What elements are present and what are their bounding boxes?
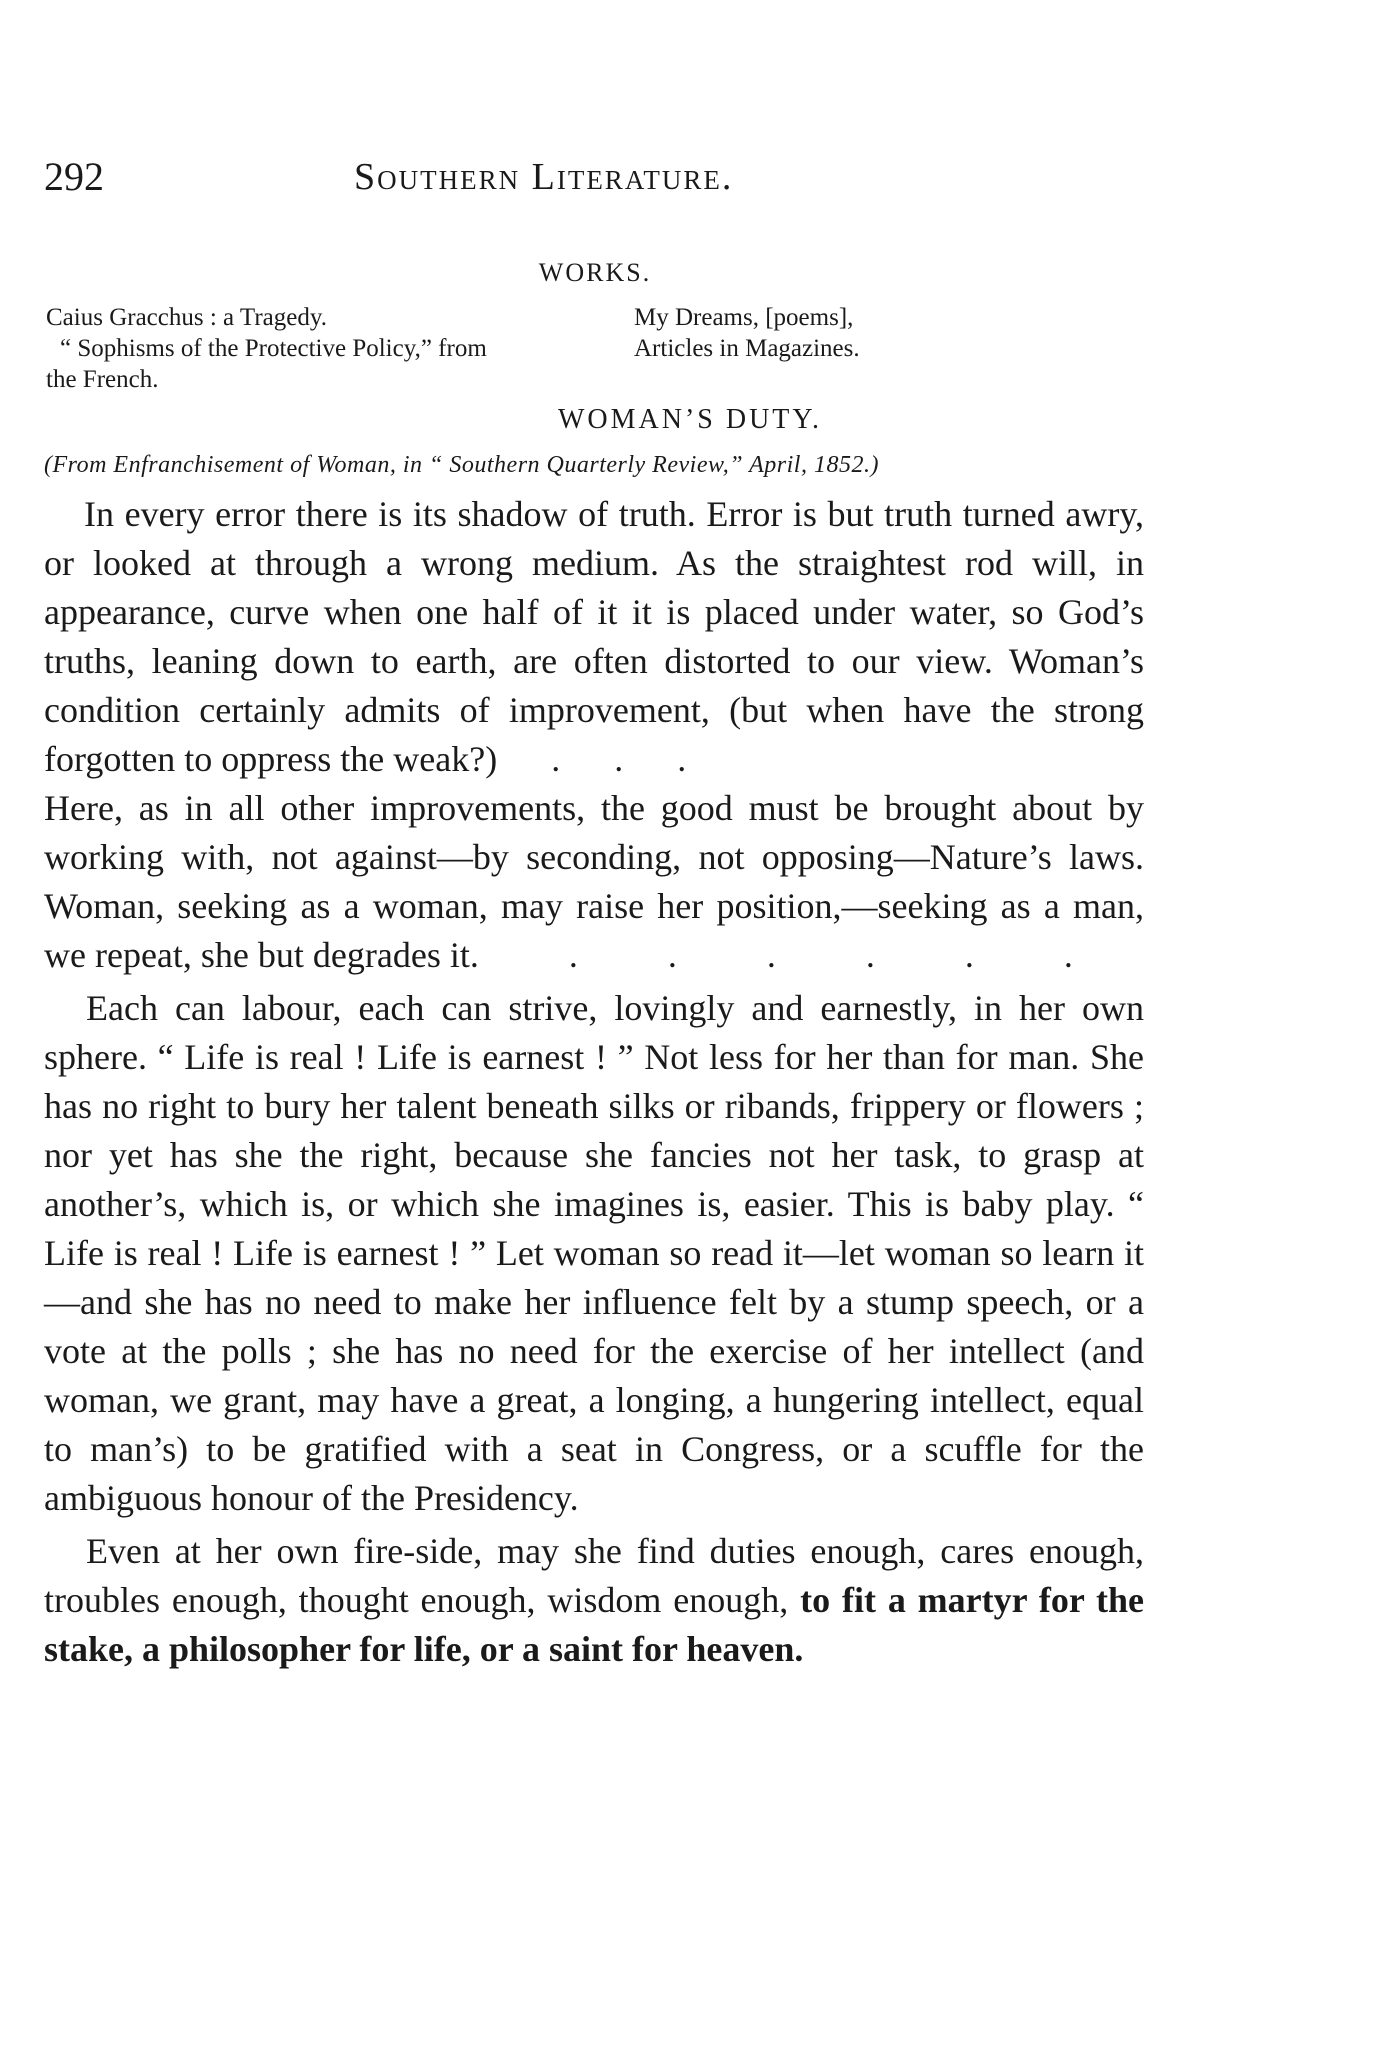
paragraph-text: Here, as in all other improvements, the good must be brought about by working with, not against—by seconding, not opposing—Nature’s laws. Woman, seeking as a woman, may raise her position,—seeking as a man, we repeat, she but degrades it.: [44, 788, 1144, 975]
article-body: [44, 490, 1144, 1674]
ellipsis: . . .: [497, 739, 687, 779]
paragraph-text: Even at her own fire-side, may she find duties enough, cares enough, troubles enough, thought enough, wisdom enough,: [44, 1531, 1144, 1620]
ellipsis: . . . . . .: [478, 935, 1073, 975]
works-item: My Dreams, [poems],: [634, 304, 854, 331]
paragraph: [44, 984, 1144, 1523]
works-item: the French.: [46, 366, 159, 393]
works-heading: WORKS.: [538, 258, 652, 287]
paragraph: [44, 490, 1144, 784]
paragraph-text: In every error there is its shadow of truth. Error is but truth turned awry, or looked at through a wrong medium. As the straightest rod will, in appearance, curve when one half of it it is placed under water, so God’s truths, leaning down to earth, are often distorted to our view. Woman’s condition certainly admits of improvement, (but when have the strong forgotten to oppress the weak?): [44, 494, 1144, 779]
works-item: “ Sophisms of the Protective Policy,” from: [60, 335, 487, 362]
works-item: Articles in Magazines.: [634, 335, 860, 362]
works-left-column: [46, 302, 646, 395]
running-head: Southern Literature.: [354, 156, 734, 198]
works-item: Caius Gracchus : a Tragedy.: [46, 304, 327, 331]
works-right-column: [634, 302, 1094, 364]
page-number: 292: [44, 154, 104, 199]
paragraph-text: Each can labour, each can strive, lovingly and earnestly, in her own sphere. “ Life is real ! Life is earnest ! ” Not less for her than for man. She has no right to bury her talent beneath silks or ribands, frippery or flowers ; nor yet has she the right, because she fancies not her task, to grasp at another’s, which is, or which she imagines is, easier. This is baby play. “ Life is real ! Life is earnest ! ” Let woman so read it—let woman so learn it—and she has no need to make her influence felt by a stump speech, or a vote at the polls ; she has no need for the exercise of her intellect (and woman, we grant, may have a great, a longing, a hungering intellect, equal to man’s) to be gratified with a seat in Congress, or a scuffle for the ambiguous honour of the Presidency.: [44, 988, 1144, 1518]
source-citation: (From Enfranchisement of Woman, in “ Southern Quarterly Review,” April, 1852.): [44, 452, 879, 478]
paragraph-bold-ending: to fit a martyr for the stake, a philosopher for life, or a saint for heaven.: [44, 1580, 1144, 1669]
section-title: WOMAN’S DUTY.: [557, 404, 823, 435]
paragraph: [44, 1527, 1144, 1674]
page-header: [44, 152, 1154, 212]
paragraph: [44, 784, 1144, 980]
